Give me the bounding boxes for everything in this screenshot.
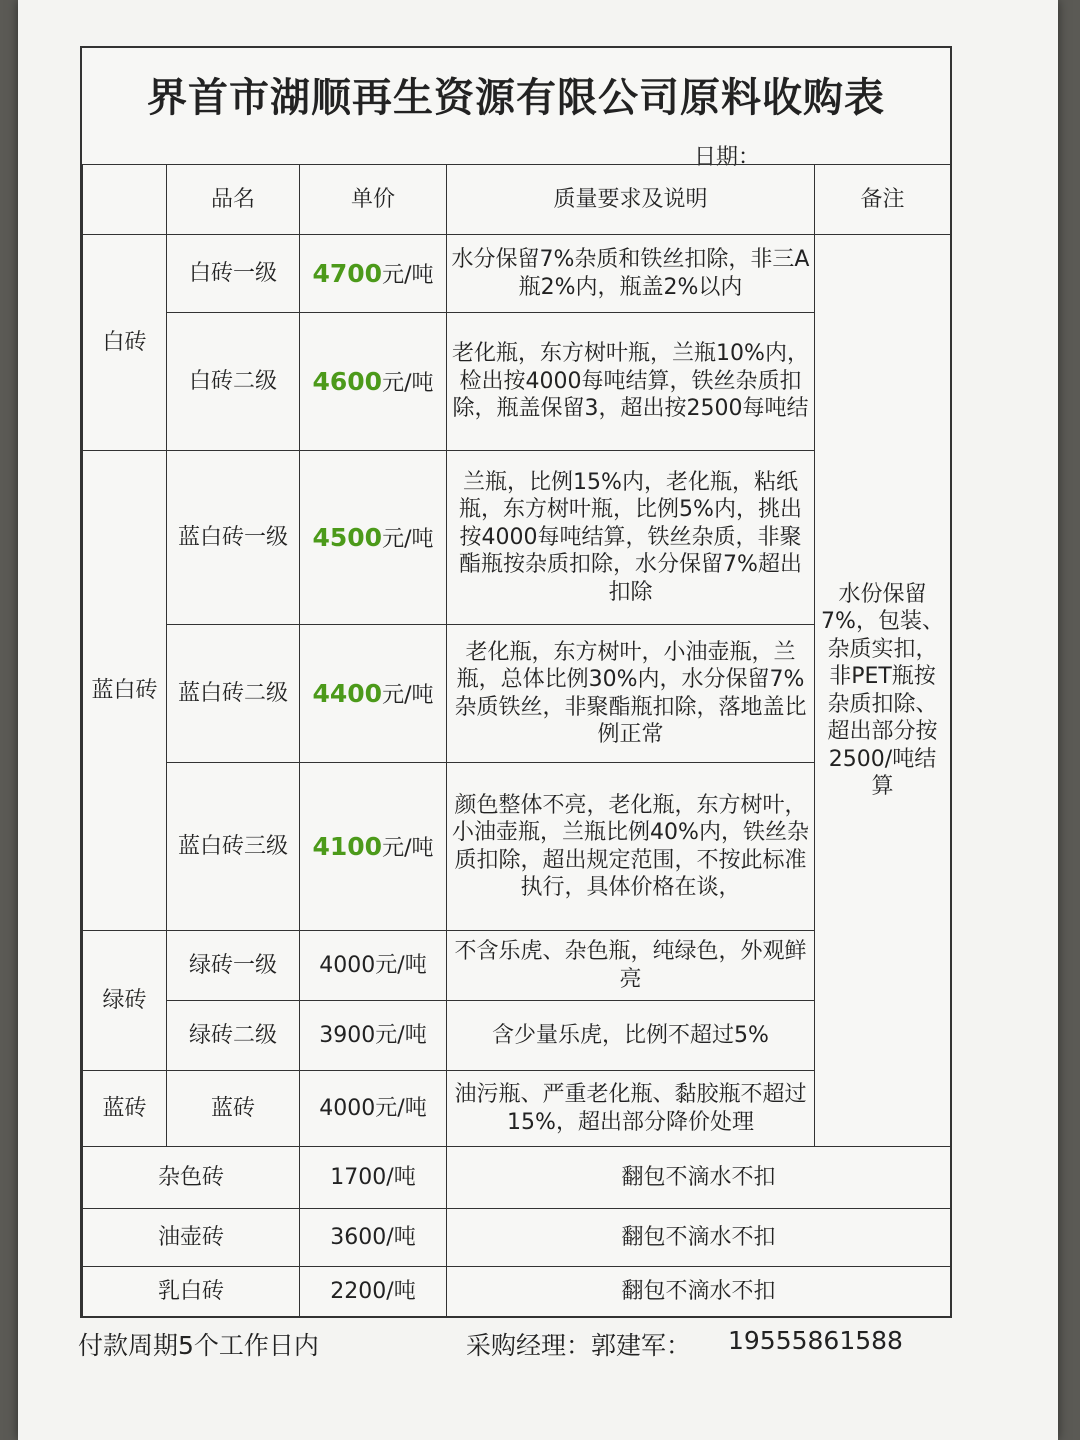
item-name: 蓝白砖三级 — [167, 763, 300, 931]
price-unit: 元/吨 — [382, 682, 434, 708]
header-blank — [83, 165, 167, 235]
header-quality: 质量要求及说明 — [447, 165, 815, 235]
item-price: 4000元/吨 — [300, 931, 447, 1001]
table-row — [83, 1147, 951, 1209]
purchasing-manager: 采购经理：郭建军： — [466, 1331, 692, 1360]
item-description: 老化瓶，东方树叶瓶，兰瓶10%内，检出按4000每吨结算，铁丝杂质扣除，瓶盖保留3，超出按2500每吨结 — [447, 313, 815, 451]
header-price: 单价 — [300, 165, 447, 235]
item-description: 翻包不滴水不扣 — [447, 1267, 951, 1317]
form-title: 界首市湖顺再生资源有限公司原料收购表 — [147, 75, 885, 121]
item-name: 蓝白砖一级 — [167, 451, 300, 625]
item-description: 颜色整体不亮，老化瓶，东方树叶，小油壶瓶，兰瓶比例40%内，铁丝杂质扣除，超出规定范围，不按此标准执行，具体价格在谈， — [447, 763, 815, 931]
item-description: 不含乐虎、杂色瓶，纯绿色，外观鲜亮 — [447, 931, 815, 1001]
item-name: 绿砖一级 — [167, 931, 300, 1001]
item-name: 白砖二级 — [167, 313, 300, 451]
price-unit: 元/吨 — [382, 526, 434, 552]
item-price: 2200/吨 — [300, 1267, 447, 1317]
item-price — [300, 451, 447, 625]
item-price: 3600/吨 — [300, 1209, 447, 1267]
payment-terms: 付款周期5个工作日内 — [78, 1331, 319, 1360]
item-price: 1700/吨 — [300, 1147, 447, 1209]
item-price — [300, 235, 447, 313]
category-blue: 蓝砖 — [83, 1071, 167, 1147]
table-row — [83, 1209, 951, 1267]
category-green: 绿砖 — [83, 931, 167, 1071]
remark-cell: 水份保留7%，包装、杂质实扣，非PET瓶按杂质扣除、超出部分按2500/吨结算 — [815, 235, 951, 1147]
purchase-form — [80, 46, 952, 1318]
item-name: 油壶砖 — [83, 1209, 300, 1267]
purchase-table — [82, 164, 951, 1317]
item-price: 3900元/吨 — [300, 1001, 447, 1071]
price-unit: 元/吨 — [382, 370, 434, 396]
item-price — [300, 763, 447, 931]
table-row — [83, 1267, 951, 1317]
item-price: 4000元/吨 — [300, 1071, 447, 1147]
item-description: 含少量乐虎，比例不超过5% — [447, 1001, 815, 1071]
table-header-row — [83, 165, 951, 235]
item-description: 翻包不滴水不扣 — [447, 1209, 951, 1267]
item-price — [300, 625, 447, 763]
header-remark: 备注 — [815, 165, 951, 235]
item-price — [300, 313, 447, 451]
paper-sheet — [18, 0, 1058, 1440]
item-name: 乳白砖 — [83, 1267, 300, 1317]
item-description: 水分保留7%杂质和铁丝扣除，非三A瓶2%内，瓶盖2%以内 — [447, 235, 815, 313]
item-name: 蓝砖 — [167, 1071, 300, 1147]
table-row — [83, 235, 951, 313]
price-number: 4400 — [312, 678, 383, 708]
item-name: 白砖一级 — [167, 235, 300, 313]
item-name: 绿砖二级 — [167, 1001, 300, 1071]
item-description: 油污瓶、严重老化瓶、黏胶瓶不超过15%，超出部分降价处理 — [447, 1071, 815, 1147]
category-blue-white: 蓝白砖 — [83, 451, 167, 931]
price-number: 4700 — [312, 258, 383, 288]
item-name: 杂色砖 — [83, 1147, 300, 1209]
price-number: 4500 — [312, 522, 383, 552]
category-white: 白砖 — [83, 235, 167, 451]
price-unit: 元/吨 — [382, 262, 434, 288]
item-description: 老化瓶，东方树叶，小油壶瓶，兰瓶，总体比例30%内，水分保留7%杂质铁丝，非聚酯瓶扣除，落地盖比例正常 — [447, 625, 815, 763]
price-number: 4600 — [312, 366, 383, 396]
price-unit: 元/吨 — [382, 835, 434, 861]
item-description: 兰瓶，比例15%内，老化瓶，粘纸瓶，东方树叶瓶，比例5%内，挑出按4000每吨结算，铁丝杂质，非聚酯瓶按杂质扣除，水分保留7%超出扣除 — [447, 451, 815, 625]
date-label: 日期： — [694, 145, 761, 170]
item-description: 翻包不滴水不扣 — [447, 1147, 951, 1209]
price-number: 4100 — [312, 831, 383, 861]
header-name: 品名 — [167, 165, 300, 235]
item-name: 蓝白砖二级 — [167, 625, 300, 763]
contact-phone: 19555861588 — [728, 1326, 903, 1355]
